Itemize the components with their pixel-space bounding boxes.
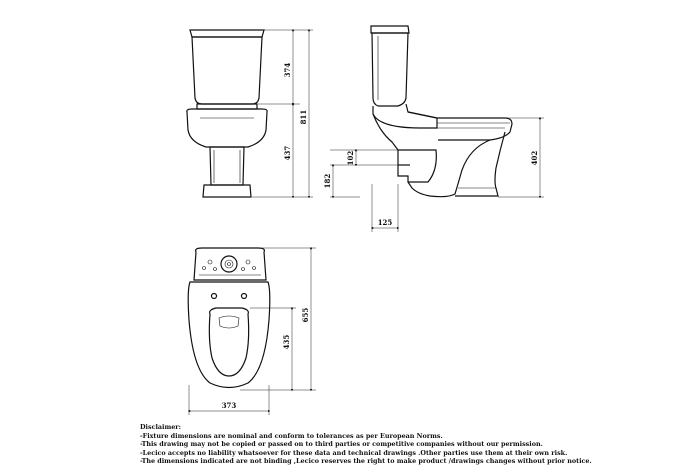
side-bowl-rim [408,112,512,140]
front-view [187,30,267,197]
side-trapway [373,114,410,165]
dim-front-cistern-height: 374 [283,62,292,78]
disclaimer-line: -The dimensions indicated are not binding ,Lecico reserves the right to make product /drawings changes without prior notice. [140,457,592,466]
front-bowl-rim [187,109,267,147]
dim-front-total-height: 811 [299,109,308,125]
side-dimensions [323,118,544,232]
disclaimer-line: -Fixture dimensions are nominal and conform to tolerances as per European Norms. [140,431,443,440]
dim-top-seat-length: 435 [282,334,291,350]
side-bowl-back [455,132,505,196]
disclaimer-heading: Disclaimer: [140,423,182,431]
dim-front-bowl-height: 437 [283,145,292,161]
front-cistern-lid [190,30,264,37]
top-dimensions [189,248,316,415]
hinge-hole-left [212,294,217,299]
front-foot [203,185,251,197]
disclaimer-block [140,423,680,466]
side-outlet [398,150,436,182]
hinge-hole-right [242,294,247,299]
side-view [371,26,512,197]
front-cistern-body [192,37,262,104]
dim-top-total-length: 655 [301,307,310,323]
front-cistern-base [197,104,257,109]
top-water-surface [219,316,239,328]
flush-button-icon [221,256,237,272]
dim-side-bowl-height: 402 [530,150,539,166]
top-view [188,248,270,388]
dim-top-width: 373 [221,401,237,410]
front-pedestal [210,147,244,185]
dim-side-outlet-offset: 125 [377,218,393,227]
top-seat-opening [209,308,248,376]
disclaimer-line: -This drawing may not be copied or passed on to third parties or competitive companies without our permission. [140,440,543,449]
disclaimer-line: -Lecico accepts no liability whatsoever for these data and technical drawings .Other parties use them at their own risk. [140,448,568,457]
side-cistern-lid [371,26,409,33]
dim-side-outlet-height: 182 [323,173,332,189]
top-bowl-outline [188,282,270,388]
dim-side-waste-height: 102 [346,150,355,166]
side-cistern-body [372,33,408,106]
